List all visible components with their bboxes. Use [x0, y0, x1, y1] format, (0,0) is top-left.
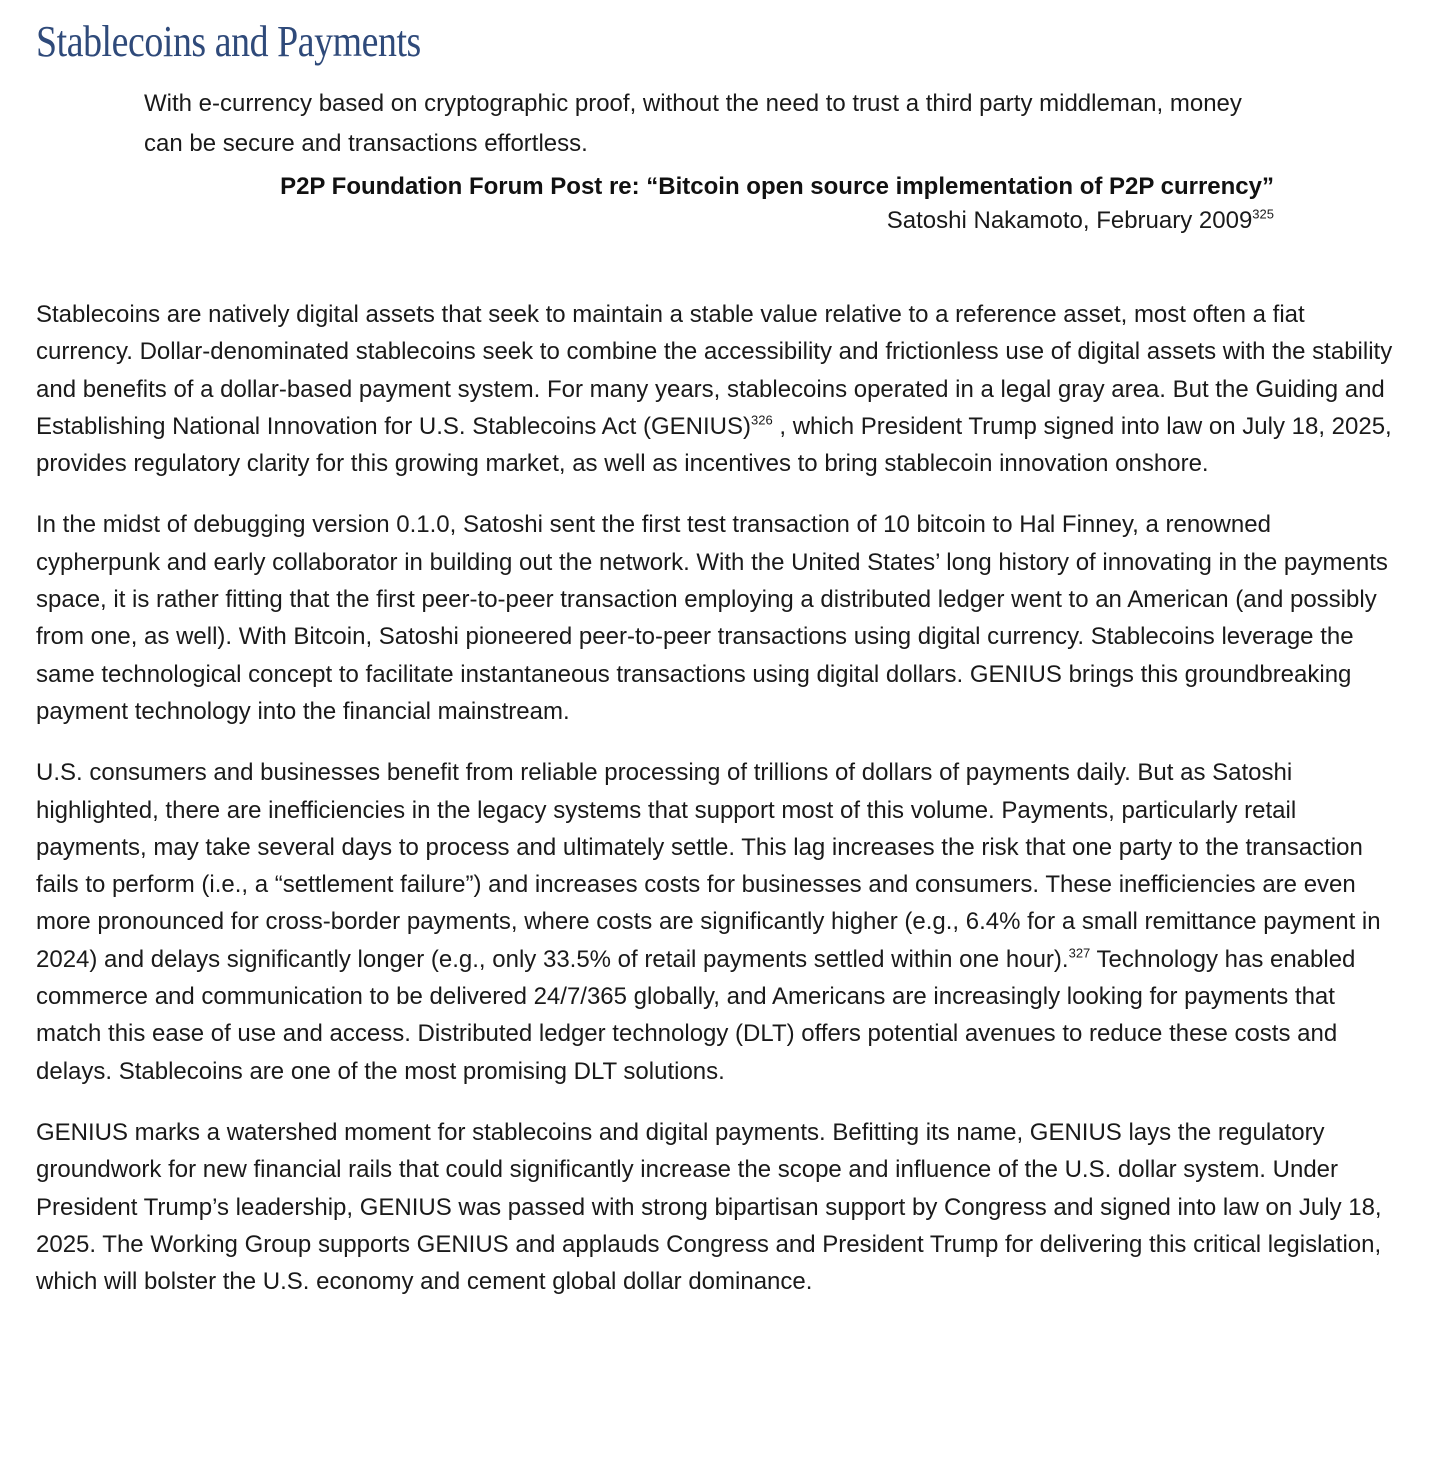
paragraph-1 [36, 296, 1396, 482]
epigraph-author: Satoshi Nakamoto, February 2009 [886, 207, 1253, 234]
paragraph-3 [36, 754, 1396, 1090]
section-title: Stablecoins and Payments [36, 17, 421, 66]
footnote-marker-325: 325 [1252, 206, 1274, 222]
paragraph-1-text-a: Stablecoins are natively digital assets that seek to maintain a stable value relative to a reference asset, most often a fiat currency. Dollar-denominated stablecoins seek to combine the accessibility and frictionless use of digital assets with the stability and benefits of a dollar-based payment system. For many years, stablecoins operated in a legal gray area. But the Guiding and Establishing National Innovation for U.S. Stablecoins Act (GENIUS) [36, 301, 1393, 440]
body-text-block [36, 296, 1396, 1324]
footnote-marker-327: 327 [1068, 945, 1091, 960]
epigraph-attribution [144, 206, 1274, 236]
epigraph [144, 84, 1274, 236]
paragraph-3-text-b: Technology has enabled commerce and communication to be delivered 24/7/365 globally, and Americans are increasingly looking for payments that match this ease of use and access. Distributed ledger technology (DLT) offers potential avenues to reduce these costs and delays. Stablecoins are one of the most promising DLT solutions. [36, 945, 1356, 1085]
epigraph-quote: With e-currency based on cryptographic proof, without the need to trust a third party middleman, money can be secure and transactions effortless. [144, 90, 1242, 157]
epigraph-source: P2P Foundation Forum Post re: “Bitcoin open source implementation of P2P currency” [280, 173, 1274, 200]
paragraph-1-text-b: , which President Trump signed into law on July 18, 2025, provides regulatory clarity for this growing market, as well as incentives to bring stablecoin innovation onshore. [36, 412, 1392, 478]
paragraph-3-text-a: U.S. consumers and businesses benefit from reliable processing of trillions of dollars of payments daily. But as Satoshi highlighted, there are inefficiencies in the legacy systems that support most of this volume. Payments, particularly retail payments, may take several days to process and ultimately settle. This lag increases the risk that one party to the transaction fails to perform (i.e., a “settlement failure”) and increases costs for businesses and consumers. These inefficiencies are even more pronounced for cross-border payments, where costs are significantly higher (e.g., 6.4% for a small remittance payment in 2024) and delays significantly longer (e.g., only 33.5% of retail payments settled within one hour). [36, 759, 1381, 973]
paragraph-4: GENIUS marks a watershed moment for stablecoins and digital payments. Befitting its name, GENIUS lays the regulatory groundwork for new financial rails that could significantly increase the scope and influence of the U.S. dollar system. Under President Trump’s leadership, GENIUS was passed with strong bipartisan support by Congress and signed into law on July 18, 2025. The Working Group supports GENIUS and applauds Congress and President Trump for delivering this critical legislation, which will bolster the U.S. economy and cement global dollar dominance. [36, 1118, 1382, 1296]
footnote-marker-326: 326 [751, 412, 773, 428]
paragraph-2: In the midst of debugging version 0.1.0, Satoshi sent the first test transaction of 10 bitcoin to Hal Finney, a renowned cypherpunk and early collaborator in building out the network. With the United States’ long history of innovating in the payments space, it is rather fitting that the first peer-to-peer transaction employing a distributed ledger went to an American (and possibly from one, as well). With Bitcoin, Satoshi pioneered peer-to-peer transactions using digital currency. Stablecoins leverage the same technological concept to facilitate instantaneous transactions using digital dollars. GENIUS brings this groundbreaking payment technology into the financial mainstream. [36, 511, 1388, 725]
